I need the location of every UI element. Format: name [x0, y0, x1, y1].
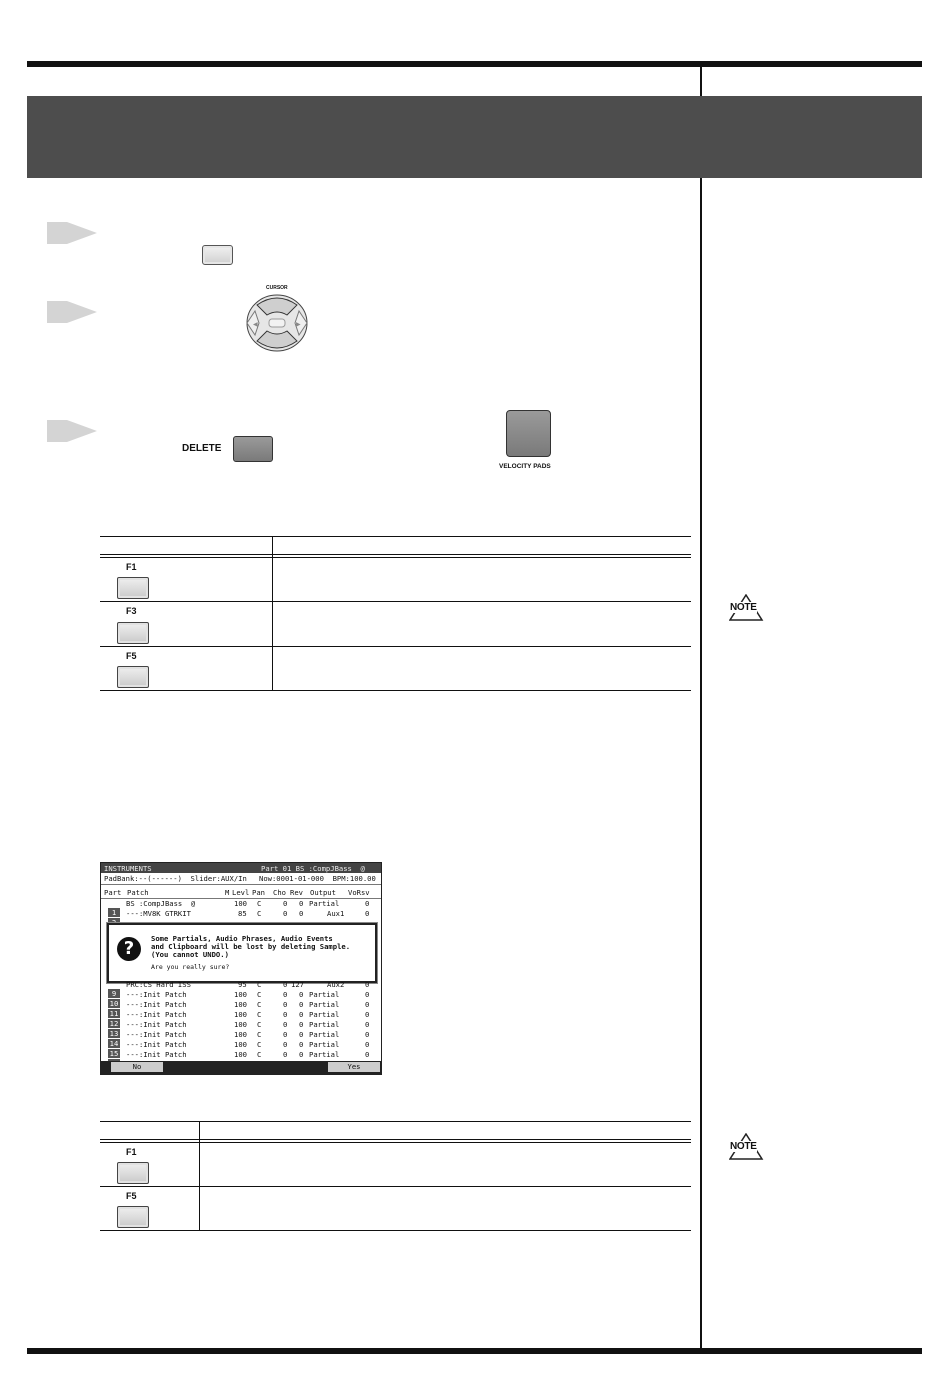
- screen-function-bar: [101, 1061, 381, 1074]
- table2-key-label: F1: [126, 1147, 137, 1157]
- step-marker-3: [47, 420, 97, 442]
- sidebar-divider: [700, 67, 702, 1349]
- confirm-delete-dialog: [107, 923, 377, 983]
- note-icon: NOTE: [729, 594, 765, 618]
- screen-padbank-info: PadBank:--(------) Slider:AUX/In: [104, 874, 247, 883]
- question-icon: ?: [117, 937, 141, 961]
- table-row[interactable]: 9 PRC:CS Hard ISS 95 C 0 127 Aux2 0: [101, 980, 381, 990]
- f1-button-icon: [117, 577, 149, 599]
- table1-key-label: F3: [126, 606, 137, 616]
- f5-button-icon: [117, 1206, 149, 1228]
- table-row[interactable]: 1 BS :CompJBass @ 100 C 0 0 Partial 0: [101, 899, 381, 909]
- delete-label: DELETE: [182, 443, 222, 454]
- table-row[interactable]: 12 ---:Init Patch 100 C 0 0 Partial 0: [109, 1010, 370, 1028]
- table-row[interactable]: 10 ---:Init Patch 100 C 0 0 Partial 0: [109, 990, 370, 1008]
- f5-button-icon: [117, 666, 149, 688]
- table-row[interactable]: 13 ---:Init Patch 100 C 0 0 Partial 0: [109, 1020, 370, 1038]
- table1-key-label: F1: [126, 562, 137, 572]
- table-row[interactable]: ---:Init Patch 100 C 0 0 Partial 0: [101, 1050, 381, 1060]
- step-marker-1: [47, 222, 97, 244]
- screen-titlebar: [101, 863, 381, 873]
- table-row[interactable]: 14 ---:Init Patch 100 C 0 0 Partial 0: [109, 1030, 370, 1048]
- note-icon: NOTE: [729, 1133, 765, 1157]
- bottom-rule: [27, 1348, 922, 1354]
- dialog-message: Some Partials, Audio Phrases, Audio Events and Clipboard will be lost by deleting Sample. (You cannot UNDO.): [151, 934, 351, 959]
- delete-button-icon: [233, 436, 273, 462]
- velocity-pads-label: VELOCITY PADS: [499, 463, 551, 470]
- table-row[interactable]: ---:MV8K GTRKIT 85 C 0 0 Aux1 0: [101, 909, 381, 919]
- step1-button-icon: [202, 245, 233, 265]
- screen-title: INSTRUMENTS: [104, 864, 152, 873]
- section-header-band: [27, 96, 922, 178]
- screen-column-headers: Part Patch M Levl Pan Cho Rev Output VoRsv: [101, 888, 381, 899]
- svg-text:◀: ◀: [253, 321, 258, 328]
- screen-part-info: Part 01 BS :CompJBass @: [261, 864, 365, 873]
- f3-button-icon: [117, 622, 149, 644]
- table-row[interactable]: 11 ---:Init Patch 100 C 0 0 Partial 0: [109, 1000, 370, 1018]
- instruments-screen: [100, 862, 382, 1075]
- dialog-question: Are you really sure?: [151, 963, 230, 971]
- top-rule: [27, 61, 922, 67]
- velocity-pad-icon: [506, 410, 551, 457]
- f1-button-icon: [117, 1162, 149, 1184]
- cursor-label: CURSOR: [266, 285, 288, 291]
- no-button[interactable]: No: [111, 1062, 163, 1072]
- table2-key-label: F5: [126, 1191, 137, 1201]
- cursor-pad-icon: [245, 285, 309, 355]
- table1-key-label: F5: [126, 651, 137, 661]
- svg-text:▶: ▶: [296, 321, 301, 328]
- yes-button[interactable]: Yes: [328, 1062, 380, 1072]
- step-marker-2: [47, 301, 97, 323]
- screen-position-info: Now:0001-01-000 BPM:100.00: [259, 874, 376, 883]
- table-row[interactable]: 15 ---:Init Patch 100 C 0 0 Partial 0: [109, 1040, 370, 1058]
